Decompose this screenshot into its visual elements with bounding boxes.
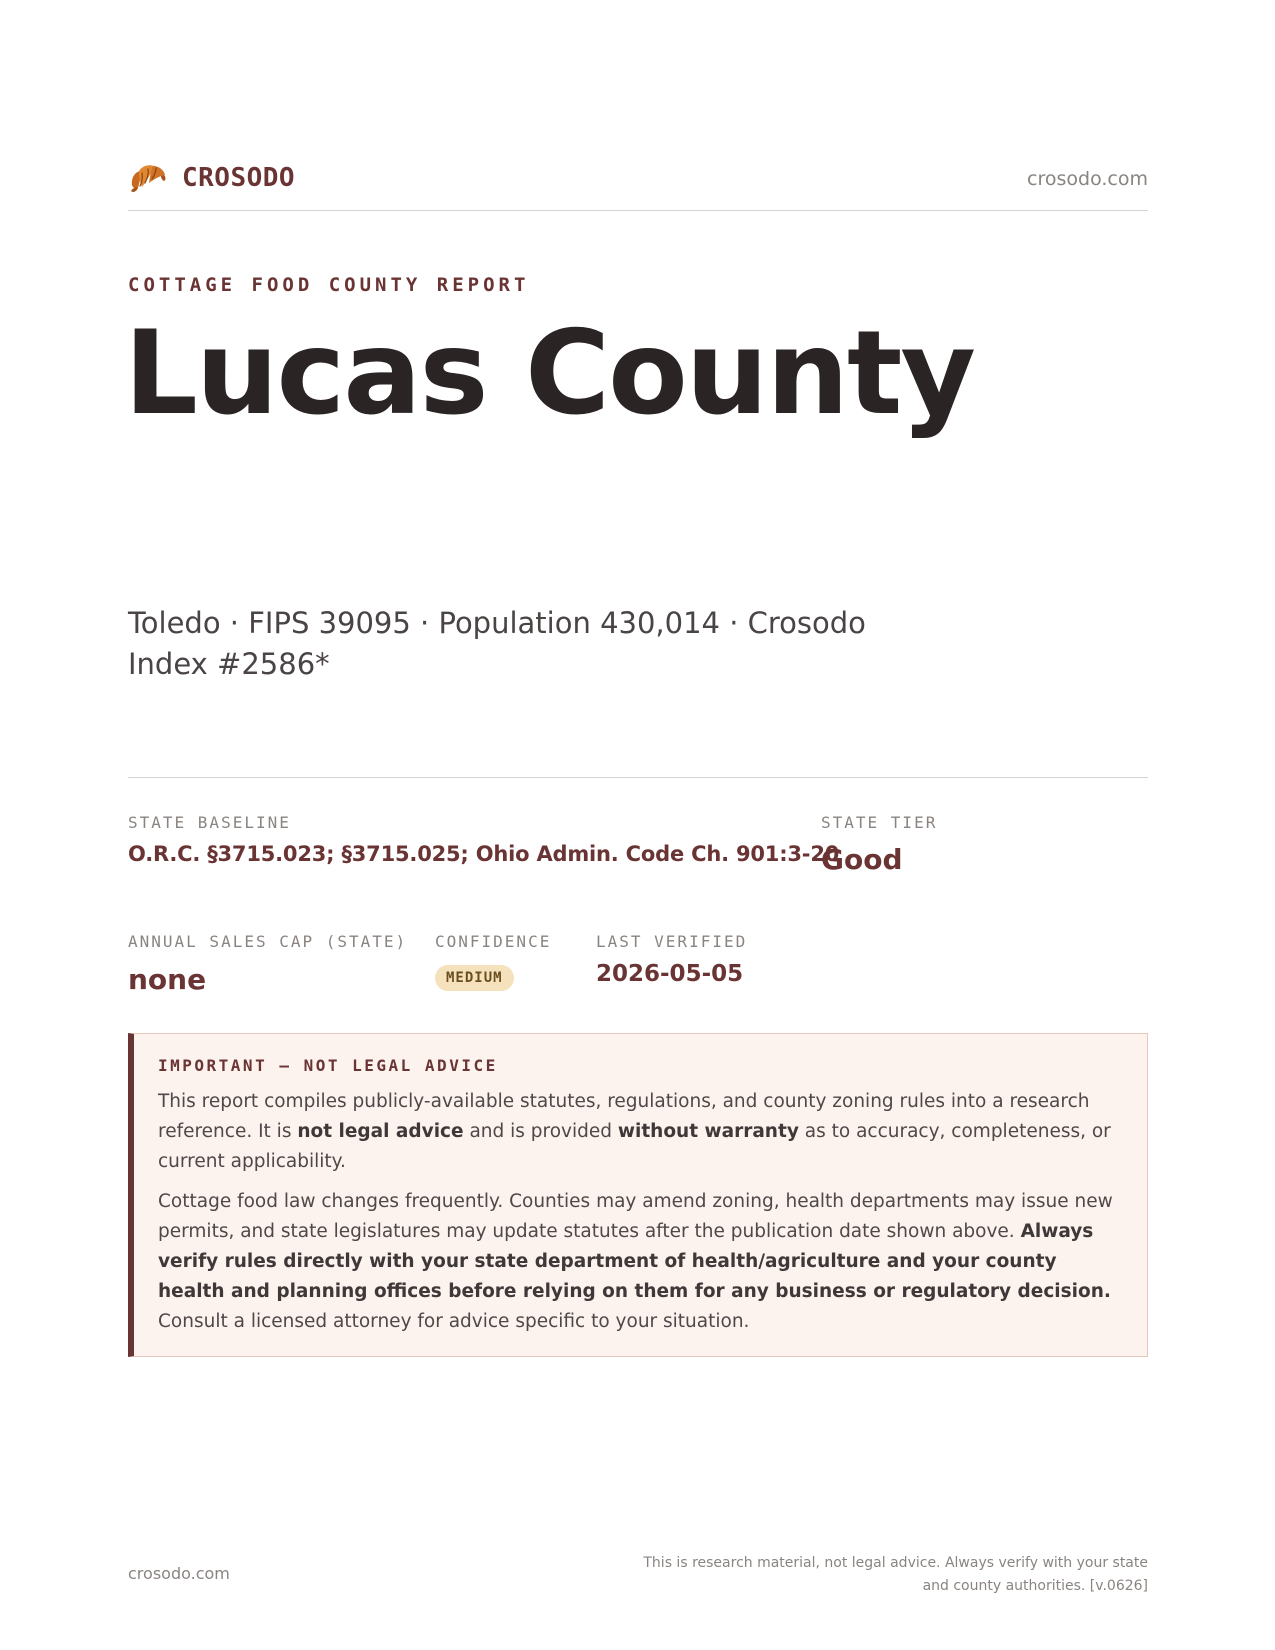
- notice-text: Consult a licensed attorney for advice specific to your situation.: [158, 1311, 750, 1332]
- brand[interactable]: [128, 158, 295, 198]
- legal-notice-box: [128, 1033, 1148, 1357]
- state-tier-label: STATE TIER: [821, 813, 938, 832]
- last-verified-value: 2026-05-05: [596, 961, 744, 987]
- notice-emphasis: without warranty: [617, 1121, 799, 1142]
- state-baseline-field: [128, 813, 839, 866]
- annual-sales-cap-field: [128, 932, 407, 996]
- page-header: [128, 158, 1148, 202]
- confidence-badge: MEDIUM: [435, 965, 514, 991]
- notice-text: This report compiles publicly-available statutes, regulations, and county zoning rules into a research reference. It is: [158, 1091, 1090, 1142]
- annual-sales-cap-value: none: [128, 963, 207, 996]
- state-baseline-value: O.R.C. §3715.023; §3715.025; Ohio Admin. Code Ch. 901:3-20: [128, 842, 840, 866]
- page-title: Lucas County: [124, 306, 975, 441]
- confidence-label: CONFIDENCE: [435, 932, 552, 951]
- notice-title: IMPORTANT — NOT LEGAL ADVICE: [158, 1056, 498, 1075]
- footer-disclaimer: [628, 1552, 1148, 1598]
- notice-paragraph-2: [158, 1187, 1123, 1337]
- footer-disclaimer-line-2: and county authorities. [v.0626]: [922, 1578, 1148, 1594]
- footer-disclaimer-line-1: This is research material, not legal advice. Always verify with your state: [643, 1555, 1148, 1571]
- notice-paragraph-1: [158, 1087, 1123, 1177]
- last-verified-field: [596, 932, 747, 987]
- croissant-icon: [128, 158, 168, 198]
- notice-text: as to accuracy, completeness, or current applicability.: [158, 1121, 1111, 1172]
- notice-text: and is provided: [463, 1121, 618, 1142]
- state-tier-value: Good: [821, 843, 903, 876]
- annual-sales-cap-label: ANNUAL SALES CAP (STATE): [128, 932, 408, 951]
- state-baseline-label: STATE BASELINE: [128, 813, 291, 832]
- notice-emphasis: not legal advice: [297, 1121, 464, 1142]
- header-site-link[interactable]: crosodo.com: [1027, 168, 1148, 190]
- notice-text: Cottage food law changes frequently. Counties may amend zoning, health departments may issue new permits, and state legislatures may update statutes after the publication date shown above.: [158, 1191, 1113, 1242]
- report-page: [124, 0, 1148, 1650]
- footer-site-link[interactable]: crosodo.com: [128, 1564, 230, 1583]
- county-subtitle: Toledo · FIPS 39095 · Population 430,014 · Crosodo Index #2586*: [128, 606, 866, 681]
- brand-name: CROSODO: [182, 163, 296, 193]
- notice-emphasis: Always verify rules directly with your state department of health/agriculture and your county health and planning offices before relying on them for any business or regulatory decision.: [158, 1221, 1111, 1302]
- state-tier-field: [821, 813, 937, 876]
- confidence-field: [435, 932, 551, 991]
- header-divider: [128, 210, 1148, 211]
- section-divider: [128, 777, 1148, 778]
- report-eyebrow: COTTAGE FOOD COUNTY REPORT: [128, 274, 530, 296]
- last-verified-label: LAST VERIFIED: [596, 932, 748, 951]
